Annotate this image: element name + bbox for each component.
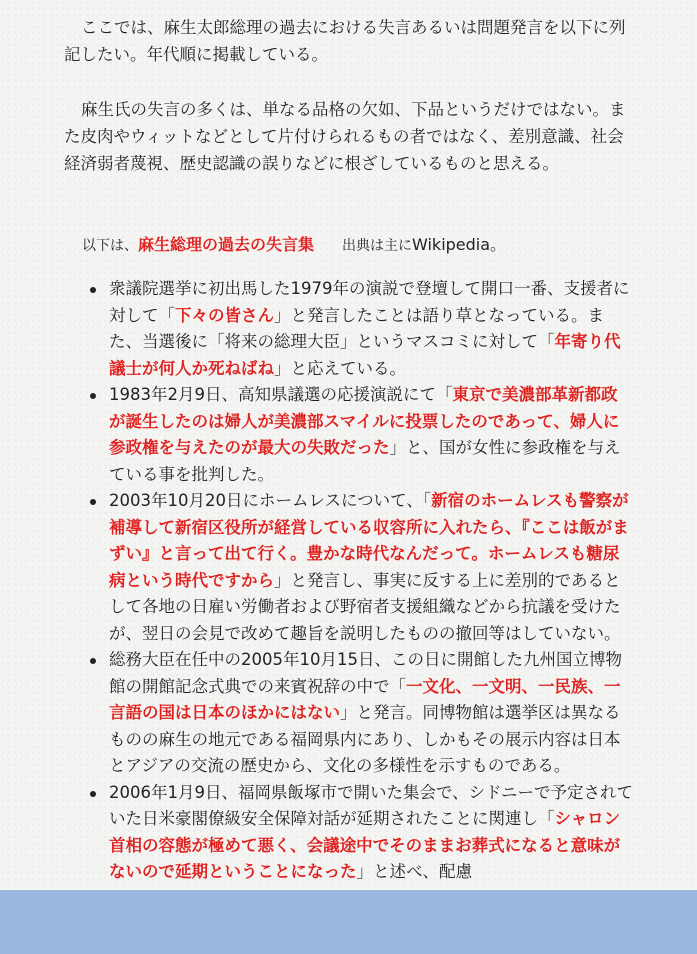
source-note: 出典は主に (342, 238, 413, 254)
item-text: 」と応えている。 (274, 358, 406, 378)
source-end: 。 (490, 235, 507, 254)
list-item (87, 382, 633, 488)
source-line (82, 233, 506, 258)
gaffe-list (87, 276, 633, 886)
item-text: 総務大臣在任中の2005年10月15日、この日に開館した九州国立博物館の開館記念式典での来賓祝辞の中で「 (109, 650, 622, 696)
quote-highlight: 下々の皆さん (175, 305, 274, 325)
source-wikipedia: Wikipedia (412, 235, 491, 254)
item-text: 」と発言したことは語り草となっている。また、当選後に「将来の総理大臣」というマスコミに対して「 (109, 305, 604, 351)
item-text: 」と発言。同博物館は選挙区は異なるものの麻生の地元である福岡県内にあり、しかもその展示内容は日本とアジアの交流の歴史から、文化の多様性を示すものである。 (109, 703, 621, 775)
source-prefix: 以下は、 (82, 238, 138, 254)
quote-highlight: シャロン首相の容態が極めて悪く、会議途中でそのままお葬式になると意味がないので延期ということになった (109, 809, 621, 881)
item-text: 2006年1月9日、福岡県飯塚市で開いた集会で、シドニーで予定されていた日米豪閣僚級安全保障対話が延期されたことに関連し「 (109, 782, 633, 828)
list-item (87, 647, 633, 780)
quote-highlight: 東京で美濃部革新都政が誕生したのは婦人が美濃部スマイルに投票したのであって、婦人に参政権を与えたのが最大の失敗だった (109, 385, 620, 457)
list-item (87, 780, 633, 886)
quote-highlight: 年寄り代議士が何人か死ねばね (109, 332, 621, 378)
item-text: 1983年2月9日、高知県議選の応援演説にて「 (109, 385, 453, 404)
intro-paragraph-1: ここでは、麻生太郎総理の過去における失言あるいは問題発言を以下に列記したい。年代順に掲載している。 (64, 18, 626, 64)
item-text: 」と発言し、事実に反する上に差別的であるとして各地の日雇い労働者および野宿者支援組織などから抗議を受けたが、翌日の会見で改めて趣旨を説明したものの撤回等はしていない。 (109, 570, 621, 643)
quote-highlight: 新宿のホームレスも警察が補導して新宿区役所が経営している収容所に入れたら、『ここは飯がまずい』と言って出て行く。豊かな時代なんだって。ホームレスも糖尿病という時代ですから (109, 491, 629, 590)
item-text: 2003年10月20日にホームレスについて、「 (109, 491, 432, 510)
list-item (87, 488, 633, 647)
item-text: 」と、国が女性に参政権を与えている事を批判した。 (109, 438, 621, 484)
intro-paragraph-2: 麻生氏の失言の多くは、単なる品格の欠如、下品というだけではない。また皮肉やウィットなどとして片付けられるもの者ではなく、差別意識、社会経済弱者蔑視、歴史認識の誤りなどに根ざしているものと思える。 (64, 100, 626, 173)
item-text: 衆議院選挙に初出馬した1979年の演説で登壇して開口一番、支援者に対して「 (109, 279, 630, 325)
bottom-highlight-band (0, 890, 697, 954)
item-text: 」と述べ、配慮 (356, 862, 472, 881)
quote-highlight: 一文化、一文明、一民族、一言語の国は日本のほかにはない (109, 676, 621, 722)
list-item (87, 276, 633, 382)
list-title: 麻生総理の過去の失言集 (138, 235, 315, 254)
